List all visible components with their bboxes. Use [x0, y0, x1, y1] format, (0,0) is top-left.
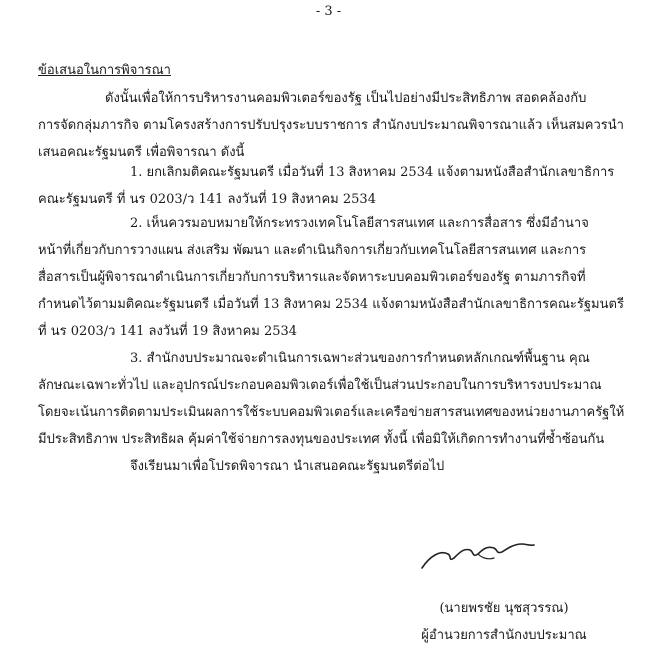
page-number: - 3 -: [315, 4, 342, 19]
paragraph-line: 2. เห็นควรมอบหมายให้กระทรวงเทคโนโลยีสารสนเทศ และการสื่อสาร ซึ่งมีอำนาจ: [130, 216, 589, 231]
paragraph-line: ที่ นร 0203/ว 141 ลงวันที่ 19 สิงหาคม 2534: [38, 324, 298, 339]
paragraph-line: สื่อสารเป็นผู้พิจารณาดำเนินการเกี่ยวกับการบริหารและจัดหาระบบคอมพิวเตอร์ของรัฐ ตามภารกิจที่: [38, 270, 586, 285]
paragraph-line: คณะรัฐมนตรี ที่ นร 0203/ว 141 ลงวันที่ 19 สิงหาคม 2534: [38, 192, 376, 207]
signature-image: [418, 536, 538, 574]
paragraph-line: 1. ยกเลิกมติคณะรัฐมนตรี เมื่อวันที่ 13 สิงหาคม 2534 แจ้งตามหนังสือสำนักเลขาธิการ: [130, 165, 615, 180]
section-heading: ข้อเสนอในการพิจารณา: [38, 63, 171, 78]
signer-name: (นายพรชัย นุชสุวรรณ): [439, 601, 569, 616]
paragraph-line: หน้าที่เกี่ยวกับการวางแผน ส่งเสริม พัฒนา และดำเนินกิจการเกี่ยวกับเทคโนโลยีสารสนเทศ และการ: [38, 243, 587, 258]
paragraph-line: กำหนดไว้ตามมติคณะรัฐมนตรี เมื่อวันที่ 13 สิงหาคม 2534 แจ้งตามหนังสือสำนักเลขาธิการคณะรัฐมนตรี: [38, 297, 624, 312]
signer-title: ผู้อำนวยการสำนักงบประมาณ: [421, 628, 587, 643]
closing-line: จึงเรียนมาเพื่อโปรดพิจารณา นำเสนอคณะรัฐมนตรีต่อไป: [130, 459, 445, 474]
paragraph-line: ดังนั้นเพื่อให้การบริหารงานคอมพิวเตอร์ของรัฐ เป็นไปอย่างมีประสิทธิภาพ สอดคล้องกับ: [105, 91, 587, 106]
paragraph-line: โดยจะเน้นการติดตามประเมินผลการใช้ระบบคอมพิวเตอร์และเครือข่ายสารสนเทศของหน่วยงานภาครัฐให้: [38, 405, 625, 420]
paragraph-line: 3. สำนักงบประมาณจะดำเนินการเฉพาะส่วนของการกำหนดหลักเกณฑ์พื้นฐาน คุณ: [130, 351, 590, 366]
paragraph-line: ลักษณะเฉพาะทั่วไป และอุปกรณ์ประกอบคอมพิวเตอร์เพื่อใช้เป็นส่วนประกอบในการบริหารงบประมาณ: [38, 378, 602, 393]
paragraph-line: การจัดกลุ่มภารกิจ ตามโครงสร้างการปรับปรุงระบบราชการ สำนักงบประมาณพิจารณาแล้ว เห็นสมควรนำ: [38, 118, 624, 133]
paragraph-line: มีประสิทธิภาพ ประสิทธิผล คุ้มค่าใช้จ่ายการลงทุนของประเทศ ทั้งนี้ เพื่อมิให้เกิดการทำงานที่ซ้ำซ้อนกัน: [38, 432, 605, 447]
paragraph-line: เสนอคณะรัฐมนตรี เพื่อพิจารณา ดังนี้: [38, 145, 245, 160]
